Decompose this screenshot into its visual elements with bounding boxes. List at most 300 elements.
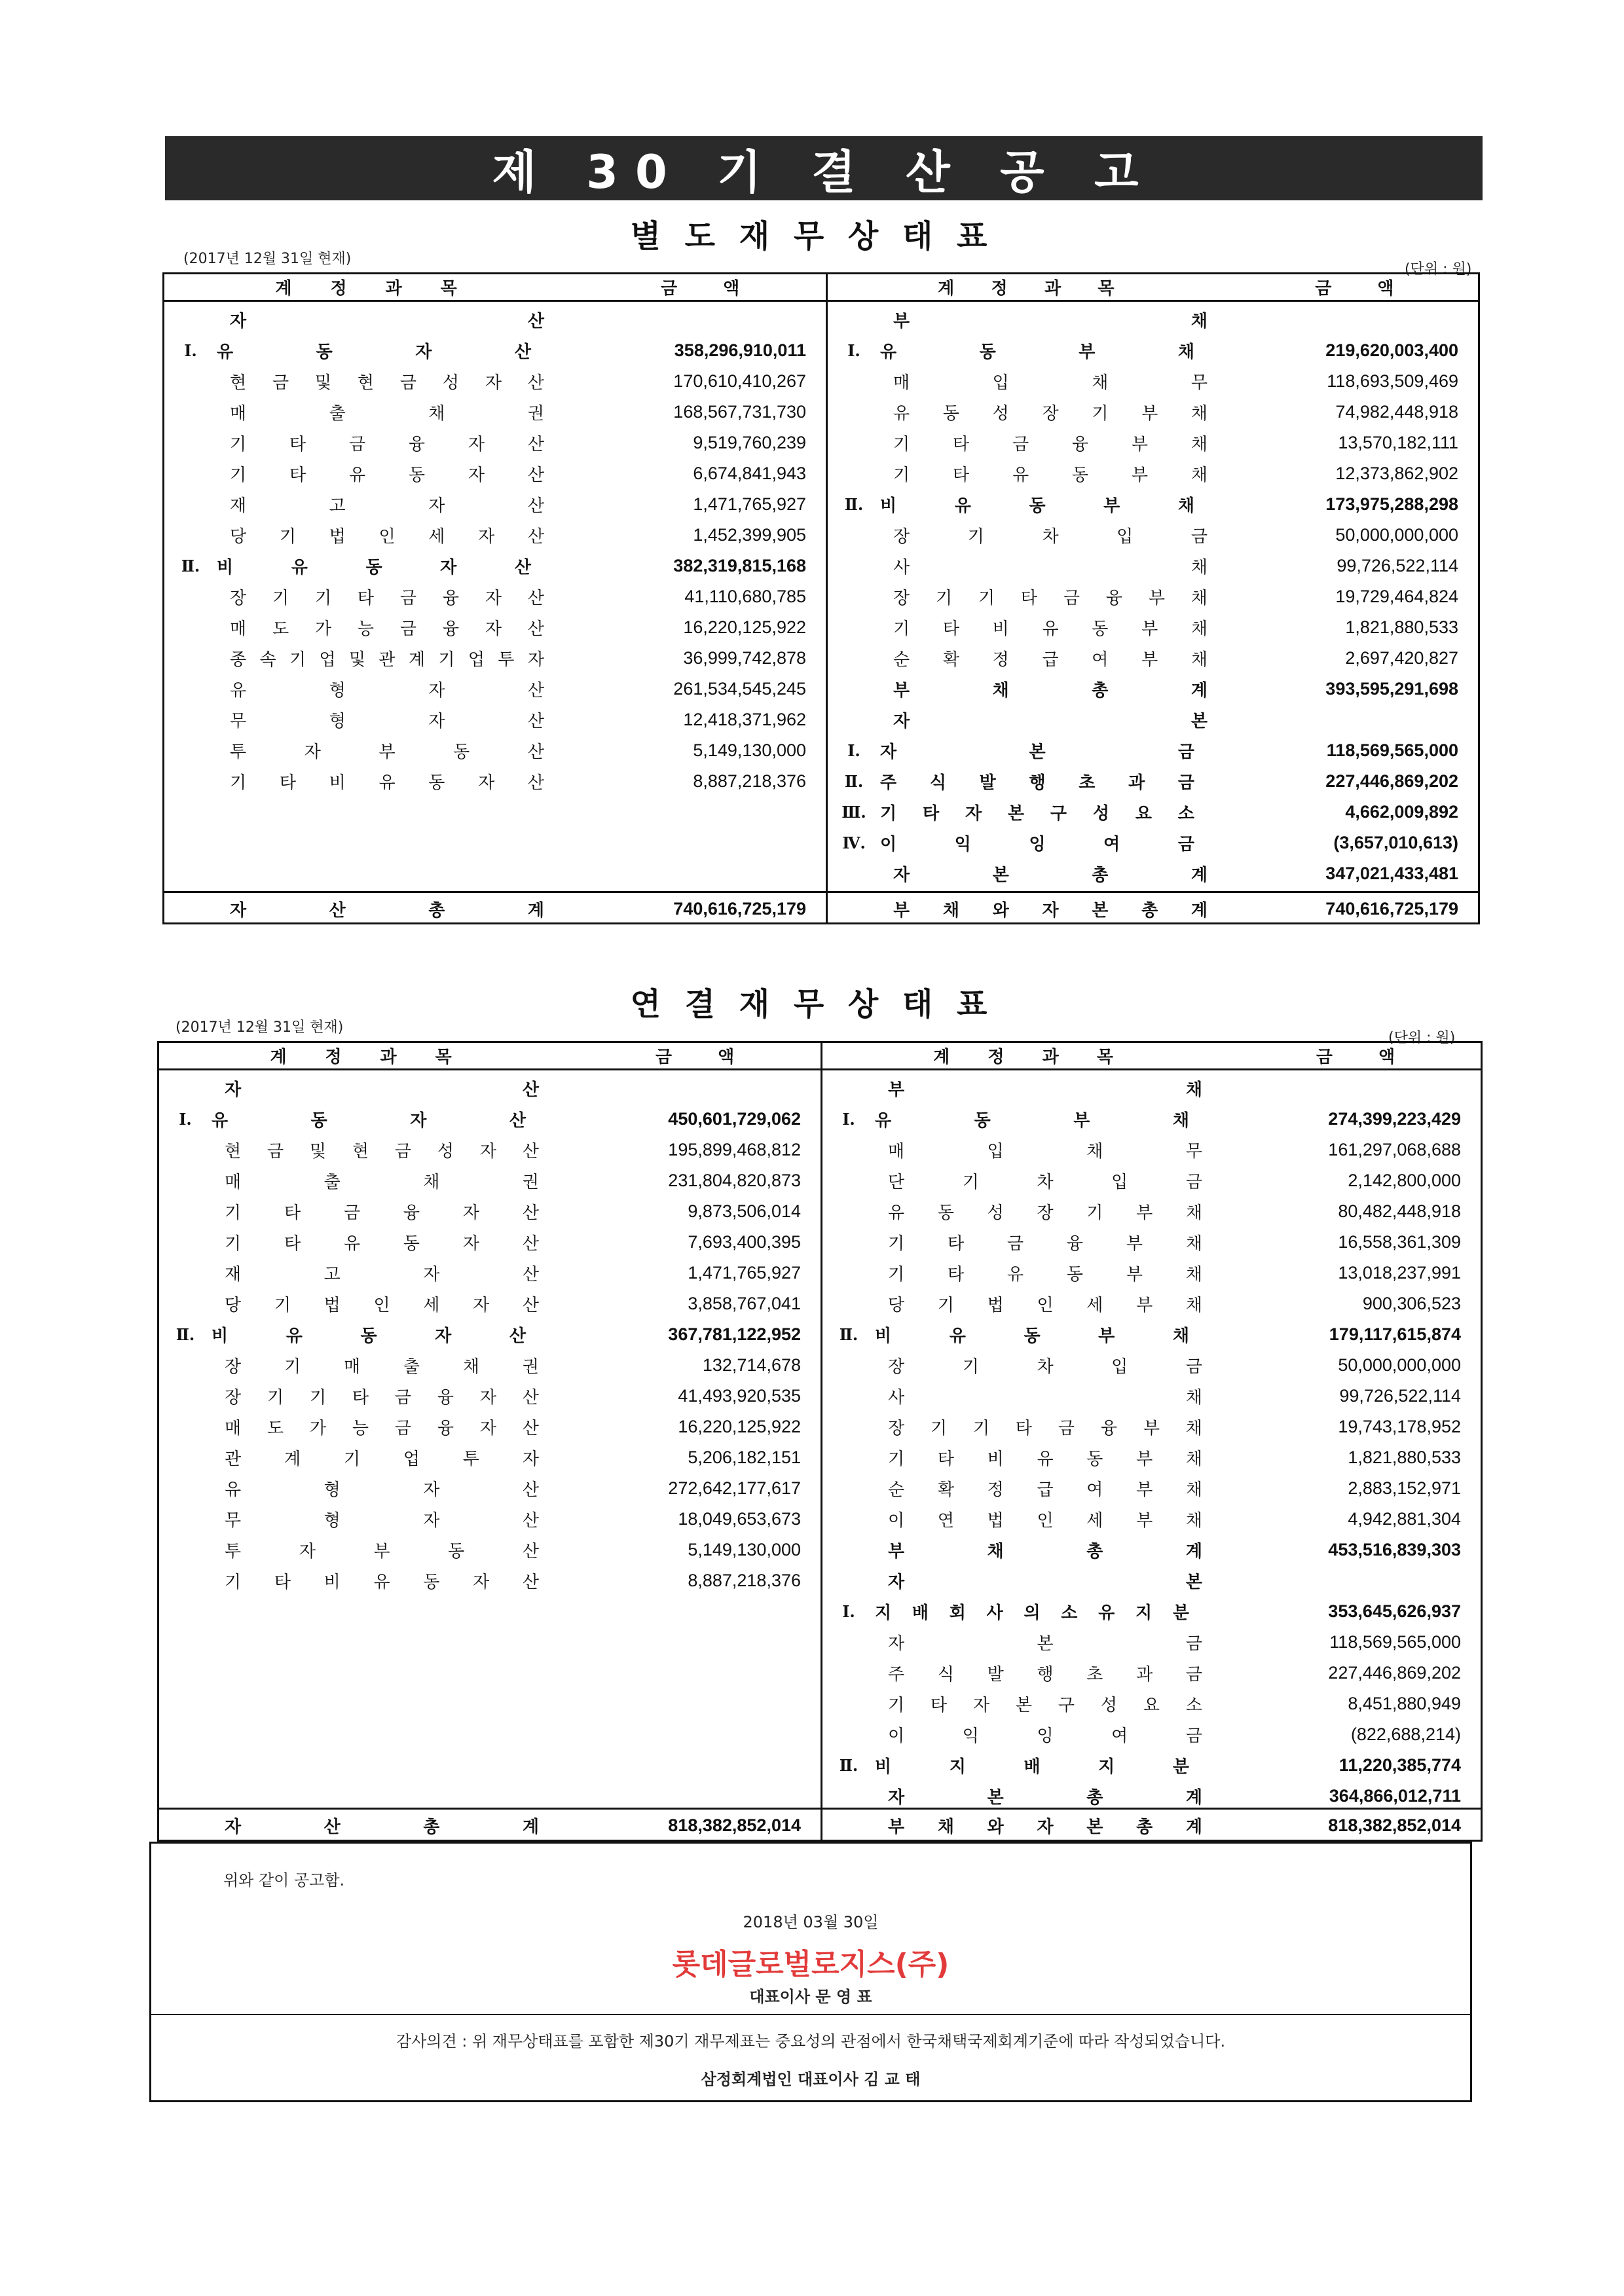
account-name: 매 도 가 능 금 융 자 산 [230,619,544,639]
amount-value: 1,821,880,533 [1345,617,1458,637]
account-header-char: 계 [270,1048,287,1067]
notice-footer [149,1842,1472,2102]
row-number: Ⅳ. [842,833,866,852]
account-name: 자 산 [230,312,544,331]
amount-value: 99,726,522,114 [1339,1386,1461,1406]
amount-value: 36,999,742,878 [683,648,806,668]
account-name: 자 본 총 계 [893,866,1208,885]
table-row [828,674,1478,704]
account-name: 기 타 금 융 부 채 [888,1234,1202,1254]
notice-date: 2018년 03월 30일 [743,1913,879,1931]
account-header-char: 과 [1044,279,1061,299]
table-row [822,1473,1481,1504]
account-header [164,275,574,299]
table-row [164,520,826,551]
table-row [159,1504,821,1535]
row-number: Ⅱ. [844,495,864,514]
amount-value: 1,452,399,905 [693,525,806,545]
amount-header [1230,1044,1481,1068]
account-name: 이 익 잉 여 금 [888,1726,1202,1746]
amount-value: 393,595,291,698 [1325,679,1458,699]
table-row [822,1258,1481,1288]
amount-value: 118,569,565,000 [1329,1632,1461,1652]
table-row [164,735,826,766]
table-row [159,1350,821,1381]
separate-liabilities-side [826,274,1478,922]
amount-header-char: 액 [1378,1048,1395,1067]
account-name: 기 타 금 융 자 산 [225,1203,539,1223]
amount-value: 367,781,122,952 [668,1324,801,1344]
amount-value: 173,975,288,298 [1325,494,1458,514]
account-name: 비 지 배 지 분 [875,1757,1189,1777]
table-row [159,1258,821,1288]
amount-value: 168,567,731,730 [673,402,806,422]
account-name: 장 기 차 입 금 [888,1357,1202,1377]
amount-value: 2,142,800,000 [1348,1171,1461,1190]
amount-value: 161,297,068,688 [1328,1140,1461,1159]
account-header-char: 목 [440,279,457,299]
account-name: 사 채 [893,558,1208,577]
ceo-name: 대표이사 문 영 표 [749,1988,872,2006]
amount-header [574,275,826,299]
amount-header-char: 금 [1315,279,1332,299]
row-number: Ⅱ. [839,1756,858,1775]
amount-value: 382,319,815,168 [673,556,806,575]
amount-value: 5,149,130,000 [693,740,806,760]
account-name: 부 채 총 계 [888,1542,1202,1561]
amount-header-char: 금 [660,279,678,299]
account-header-char: 계 [275,279,292,299]
account-name: 비 유 동 부 채 [875,1326,1189,1346]
account-name: 기 타 유 동 부 채 [893,465,1208,485]
amount-value: 50,000,000,000 [1338,1355,1461,1375]
table-row [828,704,1478,735]
amount-value: 16,220,125,922 [678,1417,801,1436]
table-row [164,674,826,704]
amount-value: 50,000,000,000 [1335,525,1458,545]
amount-value: 11,220,385,774 [1338,1755,1461,1775]
amount-value: 18,049,653,673 [678,1509,801,1529]
table-row [159,1196,821,1227]
amount-value: 19,743,178,952 [1338,1417,1461,1436]
account-name: 유 동 자 산 [212,1111,526,1131]
table-row [822,1442,1481,1473]
table-row [164,458,826,489]
amount-value: 231,804,820,873 [668,1171,801,1190]
amount-value: 1,821,880,533 [1348,1448,1461,1467]
account-name: 주 식 발 행 초 과 금 [888,1665,1202,1685]
account-header-char: 정 [987,1048,1005,1067]
table-row [164,581,826,612]
account-header-char: 과 [1042,1048,1059,1067]
row-number: Ⅱ. [839,1325,858,1344]
account-name: 기 타 유 동 자 산 [230,465,544,485]
table-row [159,1104,821,1135]
consolidated-balance-sheet [157,1041,1483,1842]
account-name: 기 타 금 융 부 채 [893,435,1208,454]
amount-value: 2,697,420,827 [1345,648,1458,668]
account-name: 유 동 자 산 [217,342,531,362]
amount-value: 118,693,509,469 [1327,371,1458,391]
table-row [822,1196,1481,1227]
amount-value: 6,674,841,943 [693,464,806,483]
amount-value: 450,601,729,062 [668,1109,801,1129]
amount-value: 41,493,920,535 [678,1386,801,1406]
account-header-char: 정 [325,1048,342,1067]
amount-value: 272,642,177,617 [668,1478,801,1498]
table-row [164,612,826,643]
account-name: 당 기 법 인 세 부 채 [888,1296,1202,1315]
separate-assets-side [164,274,826,922]
account-name: 주 식 발 행 초 과 금 [880,773,1194,793]
amount-value: 818,382,852,014 [668,1815,801,1835]
table-row [159,1288,821,1319]
total-row [822,1810,1481,1841]
amount-value: 740,616,725,179 [673,899,806,919]
amount-value: 227,446,869,202 [1328,1663,1461,1683]
amount-value: 5,149,130,000 [688,1540,801,1559]
account-name: 장 기 매 출 채 권 [225,1357,539,1377]
amount-value: 900,306,523 [1362,1294,1461,1313]
consolidated-title: 연 결 재 무 상 태 표 [630,986,994,1023]
amount-value: 7,693,400,395 [688,1232,801,1252]
amount-header-char: 액 [1377,279,1394,299]
account-name: 기 타 유 동 자 산 [225,1234,539,1254]
table-row [828,581,1478,612]
table-row [828,551,1478,581]
table-row [164,489,826,520]
table-row [822,1073,1481,1104]
account-header-char: 계 [938,279,955,299]
table-row [159,1381,821,1412]
amount-value: 179,117,615,874 [1329,1324,1461,1344]
amount-value: 41,110,680,785 [684,587,806,606]
table-row [822,1781,1481,1812]
account-name: 기 타 유 동 부 채 [888,1265,1202,1285]
amount-value: 347,021,433,481 [1325,864,1458,883]
company-name: 롯데글로벌로지스(주) [672,1948,950,1981]
account-name: 자 산 총 계 [230,901,544,920]
account-header-char: 계 [933,1048,950,1067]
account-name: 무 형 자 산 [225,1511,539,1531]
amount-value: 1,471,765,927 [693,494,806,514]
account-name: 자 본 [893,712,1208,731]
row-number: Ⅲ. [841,803,866,822]
account-name: 장 기 기 타 금 융 자 산 [225,1388,539,1408]
account-name: 재 고 자 산 [230,496,544,516]
table-row [159,1412,821,1442]
account-name: 종 속 기 업 및 관 계 기 업 투 자 [230,650,544,670]
table-row [164,766,826,797]
table-row [164,428,826,458]
total-row [164,894,826,924]
amount-value: 5,206,182,151 [688,1448,801,1467]
amount-value: (3,657,010,613) [1333,833,1458,852]
amount-header-char: 액 [718,1048,735,1067]
consolidated-assets-side [159,1043,821,1840]
auditor-name: 삼정회계법인 대표이사 김 교 태 [701,2070,921,2088]
account-name: 자 본 [888,1573,1202,1592]
table-row [822,1227,1481,1258]
separate-title: 별 도 재 무 상 태 표 [630,218,994,255]
table-row [822,1596,1481,1627]
side-body [822,1043,1481,1840]
footer-divider [151,2014,1470,2015]
account-name: 부 채 [893,312,1208,331]
column-header [822,1043,1481,1070]
amount-value: 16,220,125,922 [683,617,806,637]
amount-value: 9,873,506,014 [688,1201,801,1221]
account-name: 자 산 [225,1080,539,1100]
account-header-char: 목 [1098,279,1115,299]
row-number: Ⅰ. [847,741,860,760]
table-row [822,1719,1481,1750]
amount-header-char: 금 [655,1048,673,1067]
column-header [159,1043,821,1070]
total-rule [828,891,1478,893]
amount-value: 9,519,760,239 [693,433,806,452]
account-name: 기 타 비 유 동 자 산 [230,773,544,793]
separate-unit: (단위 : 원) [1405,261,1472,278]
notice-text: 위와 같이 공고함. [223,1871,345,1889]
amount-value: 16,558,361,309 [1338,1232,1461,1252]
total-rule [164,891,826,893]
table-row [828,489,1478,520]
separate-as-of: (2017년 12월 31일 현재) [183,251,352,267]
account-name: 유 형 자 산 [225,1480,539,1500]
table-row [822,1319,1481,1350]
table-row [159,1535,821,1565]
table-row [822,1165,1481,1196]
amount-value: 740,616,725,179 [1325,899,1458,919]
table-row [828,612,1478,643]
amount-value: 2,883,152,971 [1348,1478,1461,1498]
account-header-char: 목 [1096,1048,1113,1067]
account-header-char: 정 [330,279,347,299]
account-name: 당 기 법 인 세 자 산 [225,1296,539,1315]
amount-header [1231,275,1478,299]
account-name: 부 채 총 계 [893,681,1208,701]
account-name: 장 기 기 타 금 융 부 채 [888,1419,1202,1438]
account-name: 자 본 금 [888,1634,1202,1654]
table-row [828,797,1478,828]
account-name: 매 입 채 무 [888,1142,1202,1161]
table-row [822,1412,1481,1442]
account-name: 비 유 동 부 채 [880,496,1194,516]
amount-value: 80,482,448,918 [1338,1201,1461,1221]
account-name: 매 도 가 능 금 융 자 산 [225,1419,539,1438]
amount-value: 4,942,881,304 [1348,1509,1461,1529]
table-row [822,1135,1481,1165]
account-name: 유 동 부 채 [880,342,1194,362]
amount-header [569,1044,821,1068]
account-name: 장 기 차 입 금 [893,527,1208,547]
row-number: Ⅰ. [842,1110,855,1129]
table-row [828,304,1478,335]
table-row [159,1135,821,1165]
table-row [828,366,1478,397]
table-row [822,1350,1481,1381]
row-number: Ⅰ. [847,341,860,360]
account-name: 기 타 금 융 자 산 [230,435,544,454]
table-row [164,704,826,735]
account-name: 기 타 비 유 동 부 채 [893,619,1208,639]
account-name: 사 채 [888,1388,1202,1408]
amount-value: 99,726,522,114 [1337,556,1458,575]
row-number: Ⅱ. [844,772,864,791]
amount-value: 74,982,448,918 [1335,402,1458,422]
row-number: Ⅰ. [842,1602,855,1621]
table-row [828,428,1478,458]
table-row [822,1504,1481,1535]
amount-value: 4,662,009,892 [1345,802,1458,822]
consolidated-unit: (단위 : 원) [1388,1030,1456,1046]
account-name: 비 유 동 자 산 [217,558,531,577]
notice-title: 제 30 기 결 산 공 고 [165,136,1483,200]
account-name: 장 기 기 타 금 융 자 산 [230,589,544,608]
row-number: Ⅰ. [179,1110,192,1129]
account-header [828,275,1231,299]
table-row [164,304,826,335]
amount-value: 358,296,910,011 [674,340,806,360]
account-name: 부 채 와 자 본 총 계 [888,1817,1202,1837]
account-name: 기 타 비 유 동 자 산 [225,1573,539,1592]
amount-value: 132,714,678 [702,1355,801,1375]
table-row [164,551,826,581]
account-header [822,1044,1230,1068]
audit-opinion: 감사의견 : 위 재무상태표를 포함한 제30기 재무제표는 중요성의 관점에서 한국채택국제회계기준에 따라 작성되었습니다. [396,2032,1226,2050]
amount-value: 12,373,862,902 [1335,464,1458,483]
amount-value: 364,866,012,711 [1329,1786,1461,1806]
account-name: 매 출 채 권 [230,404,544,424]
table-row [159,1165,821,1196]
table-row [822,1688,1481,1719]
account-name: 부 채 [888,1080,1202,1100]
side-body [159,1043,821,1840]
amount-value: (822,688,214) [1350,1724,1461,1744]
amount-value: 274,399,223,429 [1328,1109,1461,1129]
table-row [822,1381,1481,1412]
table-row [159,1319,821,1350]
amount-value: 195,899,468,812 [668,1140,801,1159]
account-name: 유 동 성 장 기 부 채 [893,404,1208,424]
column-header [164,274,826,302]
table-row [164,335,826,366]
consolidated-liabilities-side [821,1043,1481,1840]
account-name: 현 금 및 현 금 성 자 산 [225,1142,539,1161]
account-name: 유 동 성 장 기 부 채 [888,1203,1202,1223]
amount-value: 118,569,565,000 [1326,740,1458,760]
account-name: 자 본 금 [880,742,1194,762]
row-number: Ⅱ. [175,1325,195,1344]
table-row [159,1442,821,1473]
total-rule [159,1808,821,1810]
account-header-char: 과 [385,279,402,299]
amount-value: 227,446,869,202 [1325,771,1458,791]
account-name: 관 계 기 업 투 자 [225,1449,539,1469]
account-header-char: 정 [991,279,1008,299]
table-row [828,643,1478,674]
amount-value: 8,451,880,949 [1348,1694,1461,1713]
column-header [828,274,1478,302]
separate-balance-sheet [162,272,1480,924]
account-name: 장 기 기 타 금 융 부 채 [893,589,1208,608]
account-name: 투 자 부 동 산 [230,742,544,762]
table-row [822,1288,1481,1319]
account-header-char: 과 [380,1048,397,1067]
account-name: 자 산 총 계 [225,1817,539,1837]
total-row [828,894,1478,924]
table-row [159,1073,821,1104]
table-row [159,1227,821,1258]
row-number: Ⅰ. [184,341,197,360]
table-row [164,397,826,428]
account-header [159,1044,569,1068]
table-row [822,1104,1481,1135]
account-name: 이 연 법 인 세 부 채 [888,1511,1202,1531]
account-name: 기 타 자 본 구 성 요 소 [888,1696,1202,1715]
amount-value: 219,620,003,400 [1325,340,1458,360]
account-name: 비 유 동 자 산 [212,1326,526,1346]
table-row [164,643,826,674]
account-name: 부 채 와 자 본 총 계 [893,901,1208,920]
amount-value: 170,610,410,267 [673,371,806,391]
table-row [164,366,826,397]
table-row [828,397,1478,428]
table-row [159,1473,821,1504]
account-name: 매 출 채 권 [225,1173,539,1192]
amount-value: 19,729,464,824 [1335,587,1458,606]
amount-value: 13,018,237,991 [1338,1263,1461,1283]
account-name: 순 확 정 급 여 부 채 [888,1480,1202,1500]
table-row [822,1627,1481,1658]
table-row [828,335,1478,366]
table-row [159,1565,821,1596]
table-row [828,735,1478,766]
table-row [828,520,1478,551]
amount-value: 453,516,839,303 [1328,1540,1461,1559]
amount-value: 13,570,182,111 [1338,433,1458,452]
account-name: 유 동 부 채 [875,1111,1189,1131]
amount-value: 8,887,218,376 [693,771,806,791]
row-number: Ⅱ. [181,556,200,575]
amount-value: 12,418,371,962 [683,710,806,729]
account-name: 현 금 및 현 금 성 자 산 [230,373,544,393]
amount-header-char: 금 [1316,1048,1333,1067]
total-row [159,1810,821,1841]
table-row [828,828,1478,858]
amount-value: 261,534,545,245 [673,679,806,699]
account-name: 순 확 정 급 여 부 채 [893,650,1208,670]
account-name: 자 본 총 계 [888,1788,1202,1808]
account-header-char: 목 [435,1048,452,1067]
amount-value: 8,887,218,376 [688,1571,801,1590]
side-body [164,274,826,922]
amount-value: 818,382,852,014 [1328,1815,1461,1835]
amount-value: 1,471,765,927 [688,1263,801,1283]
consolidated-as-of: (2017년 12월 31일 현재) [175,1019,344,1036]
total-rule [822,1808,1481,1810]
table-row [828,458,1478,489]
amount-value: 353,645,626,937 [1328,1601,1461,1621]
account-name: 지 배 회 사 의 소 유 지 분 [875,1603,1189,1623]
account-name: 유 형 자 산 [230,681,544,701]
table-row [828,858,1478,889]
amount-header-char: 액 [723,279,740,299]
account-name: 무 형 자 산 [230,712,544,731]
account-name: 단 기 차 입 금 [888,1173,1202,1192]
table-row [822,1658,1481,1688]
